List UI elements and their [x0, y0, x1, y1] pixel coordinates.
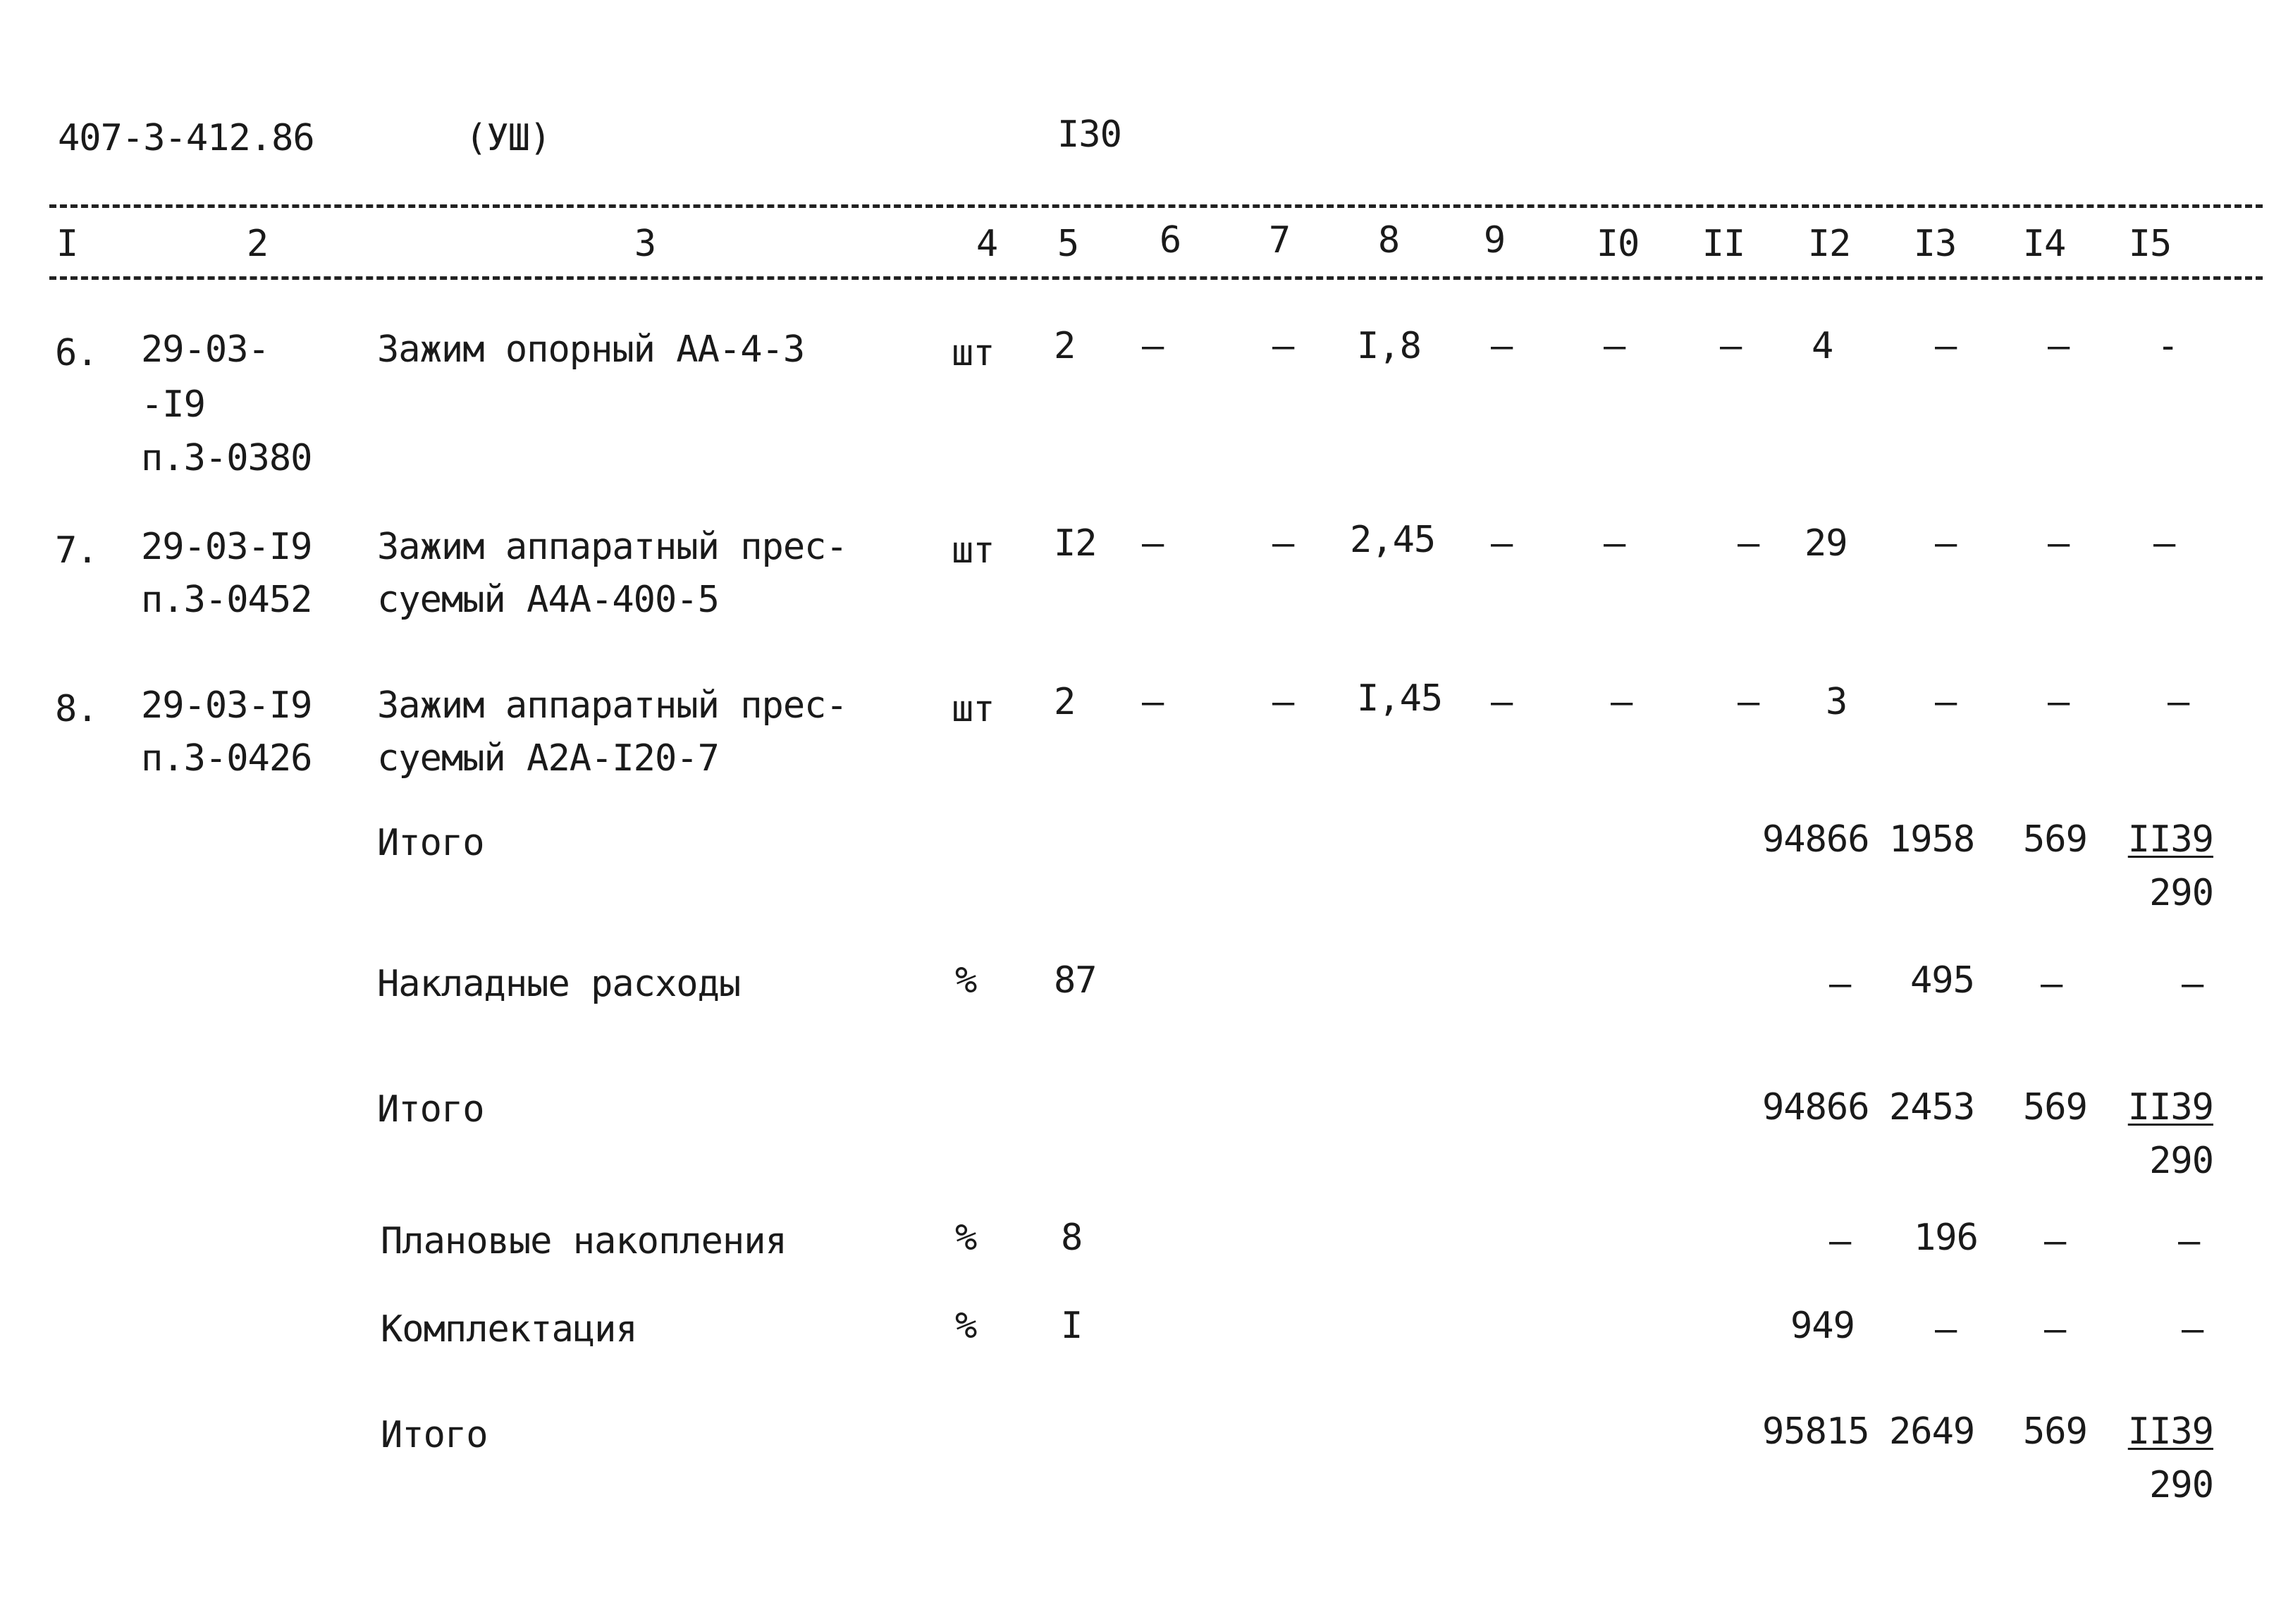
row-c11: –	[1738, 681, 1759, 723]
row-c15: -	[2157, 325, 2179, 367]
summary-c15-denominator: 290	[2149, 1140, 2213, 1182]
row-c13: –	[1935, 681, 1957, 723]
row-code: -I9	[141, 383, 205, 426]
row-c8: 2,45	[1350, 519, 1436, 561]
row-c6: –	[1142, 681, 1164, 723]
row-c8: I,8	[1357, 325, 1421, 367]
summary-c13: 196	[1914, 1217, 1978, 1259]
summary-label: Итого	[377, 822, 484, 864]
summary-c13: 2649	[1889, 1410, 1975, 1453]
header-top-rule	[49, 204, 2263, 208]
column-header: I2	[1807, 223, 1851, 265]
row-c10: –	[1604, 522, 1625, 565]
row-code: 29-03-I9	[141, 684, 312, 727]
row-c12: 4	[1812, 325, 1833, 367]
row-c14: –	[2048, 522, 2070, 565]
row-code: п.3-0380	[141, 437, 312, 479]
row-unit: шт	[952, 688, 995, 730]
row-c9: –	[1491, 325, 1513, 367]
row-code: 29-03-	[141, 328, 269, 371]
row-c14: –	[2048, 681, 2070, 723]
summary-c14: –	[2041, 963, 2062, 1005]
row-c10: –	[1611, 681, 1633, 723]
summary-c15: –	[2182, 963, 2203, 1005]
row-c5: I2	[1054, 522, 1097, 565]
row-c12: 3	[1826, 681, 1847, 723]
column-header: I	[56, 223, 78, 265]
summary-c5: 8	[1061, 1217, 1083, 1259]
column-header: 9	[1483, 219, 1506, 262]
row-name: суемый А2А-I20-7	[377, 737, 719, 780]
summary-c12: –	[1829, 963, 1851, 1005]
page-number: I30	[1057, 113, 1121, 156]
row-number: 6.	[55, 332, 98, 374]
row-c6: –	[1142, 325, 1164, 367]
column-header: I3	[1913, 223, 1957, 265]
summary-c15-denominator: 290	[2149, 1464, 2213, 1506]
section-label: (УШ)	[465, 117, 551, 159]
summary-c13: 495	[1910, 959, 1974, 1002]
row-c13: –	[1935, 522, 1957, 565]
row-c13: –	[1935, 325, 1957, 367]
summary-unit: %	[955, 959, 977, 1002]
row-c15: –	[2153, 522, 2175, 565]
summary-c14: 569	[2023, 1086, 2087, 1128]
summary-unit: %	[955, 1217, 977, 1259]
summary-c15-numerator: II39	[2127, 1086, 2213, 1128]
row-c8: I,45	[1357, 677, 1443, 720]
summary-c12: 95815	[1762, 1410, 1869, 1453]
summary-c13: –	[1935, 1308, 1957, 1351]
row-name: суемый А4А-400-5	[377, 579, 719, 621]
summary-label: Итого	[381, 1414, 488, 1456]
summary-c14: 569	[2023, 1410, 2087, 1453]
summary-c5: I	[1061, 1305, 1083, 1347]
summary-c15: –	[2178, 1220, 2200, 1262]
summary-c15-numerator: II39	[2127, 818, 2213, 861]
row-c14: –	[2048, 325, 2070, 367]
summary-c14: –	[2044, 1220, 2066, 1262]
summary-c12: 94866	[1762, 818, 1869, 861]
row-c5: 2	[1054, 681, 1076, 723]
column-header: I4	[2022, 223, 2066, 265]
row-c9: –	[1491, 681, 1513, 723]
summary-c14: –	[2044, 1308, 2066, 1351]
row-code: 29-03-I9	[141, 526, 312, 568]
header-bottom-rule	[49, 276, 2263, 280]
summary-label: Комплектация	[381, 1308, 637, 1351]
row-name: Зажим аппаратный прес-	[377, 526, 847, 568]
row-unit: шт	[952, 529, 995, 572]
row-code: п.3-0452	[141, 579, 312, 621]
row-c7: –	[1272, 522, 1294, 565]
row-c12: 29	[1804, 522, 1847, 565]
column-header: I5	[2128, 223, 2172, 265]
row-unit: шт	[952, 332, 995, 374]
column-header: 4	[976, 223, 998, 265]
column-header: 5	[1057, 223, 1079, 265]
row-c11: –	[1738, 522, 1759, 565]
row-c9: –	[1491, 522, 1513, 565]
column-header: I0	[1596, 223, 1640, 265]
column-header: 8	[1377, 219, 1400, 262]
row-c7: –	[1272, 325, 1294, 367]
row-name: Зажим аппаратный прес-	[377, 684, 847, 727]
summary-c12: 94866	[1762, 1086, 1869, 1128]
document-code: 407-3-412.86	[58, 117, 314, 159]
summary-c15-denominator: 290	[2149, 872, 2213, 914]
row-c15: –	[2168, 681, 2189, 723]
summary-c12: 949	[1790, 1305, 1855, 1347]
summary-label: Итого	[377, 1088, 484, 1131]
row-number: 7.	[55, 529, 98, 572]
row-c5: 2	[1054, 325, 1076, 367]
row-c11: –	[1720, 325, 1742, 367]
column-header: 2	[246, 223, 269, 265]
summary-c13: 1958	[1889, 818, 1975, 861]
summary-c12: –	[1829, 1220, 1851, 1262]
summary-label: Накладные расходы	[377, 963, 741, 1005]
summary-c15-numerator: II39	[2127, 1410, 2213, 1453]
summary-unit: %	[955, 1305, 977, 1347]
summary-c15: –	[2182, 1308, 2203, 1351]
row-c6: –	[1142, 522, 1164, 565]
row-c7: –	[1272, 681, 1294, 723]
column-header: II	[1702, 223, 1745, 265]
column-header: 6	[1159, 219, 1181, 262]
row-code: п.3-0426	[141, 737, 312, 780]
summary-c14: 569	[2023, 818, 2087, 861]
column-header: 7	[1268, 219, 1291, 262]
row-c10: –	[1604, 325, 1625, 367]
row-number: 8.	[55, 688, 98, 730]
summary-c5: 87	[1054, 959, 1097, 1002]
summary-c13: 2453	[1889, 1086, 1975, 1128]
summary-label: Плановые накопления	[381, 1220, 787, 1262]
column-header: 3	[634, 223, 656, 265]
row-name: Зажим опорный АА-4-3	[377, 328, 805, 371]
